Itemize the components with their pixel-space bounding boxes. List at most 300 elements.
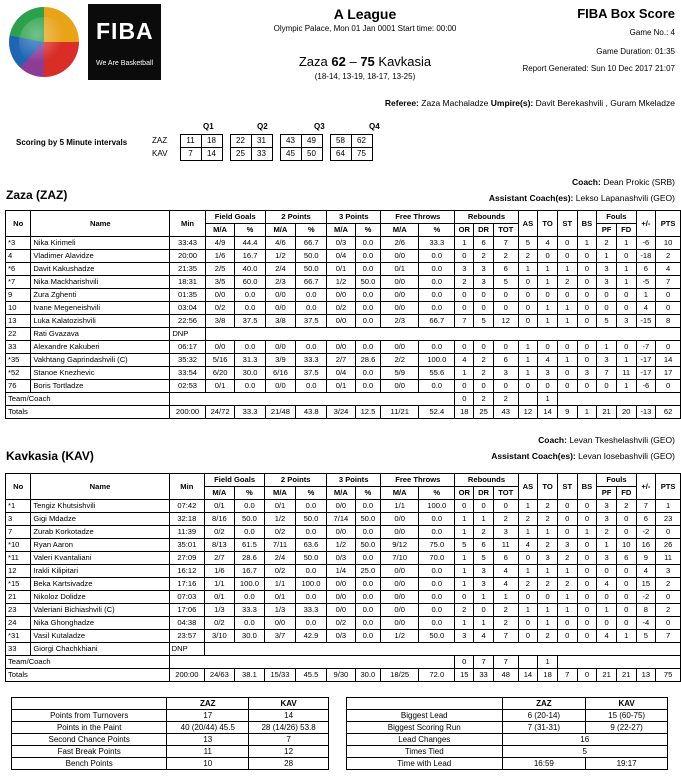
stat-cell: 11 xyxy=(493,539,518,552)
stat-cell: 0 xyxy=(577,513,597,526)
player-number: *6 xyxy=(6,263,31,276)
summary-value: 28 (14/26) 53.8 xyxy=(249,722,329,734)
q3-label: Q3 xyxy=(314,122,325,131)
stat-cell: 0 xyxy=(518,315,538,328)
summary-header xyxy=(12,698,167,710)
player-dnp: DNP xyxy=(169,643,204,656)
stat-cell: 66.7 xyxy=(419,315,455,328)
stat-cell: 0/1 xyxy=(205,500,235,513)
stat-cell: 100.0 xyxy=(419,500,455,513)
stat-cell: 28.6 xyxy=(234,552,265,565)
col-header-bs: BS xyxy=(577,211,597,237)
stat-cell: 0 xyxy=(577,250,597,263)
totals-cell: 62 xyxy=(656,406,681,419)
stat-cell: 0 xyxy=(493,302,518,315)
stat-cell: 0.0 xyxy=(295,617,326,630)
stat-cell: 60.0 xyxy=(235,276,265,289)
fiba-logo xyxy=(6,4,161,80)
stat-cell: 0/0 xyxy=(205,289,235,302)
stat-cell: 0 xyxy=(577,276,597,289)
stat-cell: 55.6 xyxy=(419,367,455,380)
player-name: Valeriani Bichiashvili (C) xyxy=(31,604,169,617)
stat-cell: 6 xyxy=(493,263,518,276)
stat-cell: 3 xyxy=(455,263,474,276)
interval-row-kav xyxy=(150,148,372,161)
stat-cell: 0 xyxy=(616,302,636,315)
player-row xyxy=(6,643,681,656)
team1-name: Zaza (ZAZ) xyxy=(6,188,68,202)
stat-cell: 0 xyxy=(557,367,577,380)
stat-cell: 0 xyxy=(656,617,681,630)
stat-cell: 2 xyxy=(597,237,617,250)
stat-cell: 0.0 xyxy=(419,302,455,315)
stat-cell: 0/0 xyxy=(205,341,235,354)
home-team-name: Zaza xyxy=(298,54,328,69)
col-header-made-attempted: M/A xyxy=(205,487,235,500)
stat-cell: 1 xyxy=(557,354,577,367)
stat-cell: 0/2 xyxy=(327,617,355,630)
player-name: Luka Kalatozishvili xyxy=(31,315,170,328)
col-header-rebounds: Rebounds xyxy=(455,211,518,224)
officials xyxy=(385,98,675,108)
report-generated: Report Generated: Sun 10 Dec 2017 21:07 xyxy=(522,64,675,73)
stat-cell: 50.0 xyxy=(295,552,326,565)
player-number: *1 xyxy=(6,500,31,513)
stat-cell: 0.0 xyxy=(234,591,265,604)
col-header-min: Min xyxy=(170,211,205,237)
stat-cell: 0 xyxy=(577,289,597,302)
stat-cell: 2 xyxy=(656,250,681,263)
stat-cell: 06:17 xyxy=(170,341,205,354)
col-header-free-throws: Free Throws xyxy=(381,211,455,224)
totals-label: Totals xyxy=(6,669,170,682)
player-name: Ryan Aaron xyxy=(31,539,169,552)
player-row xyxy=(6,526,681,539)
stat-cell: 4 xyxy=(636,302,656,315)
player-number: 76 xyxy=(6,380,31,393)
stat-cell: 14 xyxy=(656,354,681,367)
stat-cell: 7 xyxy=(455,315,474,328)
totals-cell: 43.8 xyxy=(296,406,327,419)
stat-cell: 3 xyxy=(474,263,494,276)
interval-cell: 50 xyxy=(301,148,322,161)
col-header-percent: % xyxy=(295,487,326,500)
stat-cell: 4 xyxy=(597,578,617,591)
player-name: Gigi Mdadze xyxy=(31,513,169,526)
stat-cell: 16 xyxy=(636,539,656,552)
score-separator: – xyxy=(349,54,357,69)
basketball-logo-icon xyxy=(9,7,79,77)
totals-label: Totals xyxy=(6,406,170,419)
stat-cell: 0/1 xyxy=(205,380,235,393)
summary-value: 6 (20-14) xyxy=(502,710,586,722)
stat-cell: 0.0 xyxy=(235,302,265,315)
final-score xyxy=(230,54,500,69)
stat-cell: 3/8 xyxy=(205,315,235,328)
stat-cell: 1 xyxy=(474,513,494,526)
stat-cell: 1/2 xyxy=(265,250,296,263)
stat-cell: 2 xyxy=(557,276,577,289)
game-number: Game No.: 4 xyxy=(629,28,675,37)
stat-cell: 3 xyxy=(493,367,518,380)
interval-team: KAV xyxy=(152,149,168,158)
player-number: 10 xyxy=(6,302,31,315)
totals-cell: 3/24 xyxy=(327,406,355,419)
stat-cell: 0.0 xyxy=(296,341,327,354)
stat-cell: 1 xyxy=(616,630,636,643)
stat-cell: 0.0 xyxy=(419,263,455,276)
stat-cell: 28.6 xyxy=(355,354,381,367)
stat-cell: 11:39 xyxy=(169,526,204,539)
stat-cell: 0.0 xyxy=(295,565,326,578)
interval-cell: 31 xyxy=(251,135,272,148)
col-header-tot: TOT xyxy=(493,224,518,237)
player-number: 4 xyxy=(6,250,31,263)
stat-cell: 1 xyxy=(616,354,636,367)
stat-cell: 0 xyxy=(577,565,597,578)
summary-header: ZAZ xyxy=(502,698,586,710)
stat-cell: 6 xyxy=(474,539,494,552)
col-header-fd: FD xyxy=(616,224,636,237)
player-name: Giorgi Chachkhiani xyxy=(31,643,169,656)
stat-cell: 23:57 xyxy=(169,630,204,643)
stat-cell: 0/3 xyxy=(327,237,355,250)
stat-cell: 3/7 xyxy=(265,630,296,643)
player-row xyxy=(6,565,681,578)
col-header-rebounds: Rebounds xyxy=(455,474,518,487)
empty-cell xyxy=(170,393,455,406)
stat-cell: 0 xyxy=(557,341,577,354)
summary-value: 16:59 xyxy=(502,758,586,770)
stat-cell: 3 xyxy=(597,552,617,565)
fiba-logo-tagline: We Are Basketball xyxy=(96,60,154,67)
col-header-st: ST xyxy=(557,211,577,237)
stat-cell: 0/4 xyxy=(327,250,355,263)
stat-cell: 0.0 xyxy=(355,315,381,328)
stat-cell: 16:12 xyxy=(169,565,204,578)
stat-cell: 6/20 xyxy=(205,367,235,380)
col-header-percent: % xyxy=(419,487,455,500)
stat-cell: 1 xyxy=(616,380,636,393)
stat-cell: 3 xyxy=(616,315,636,328)
totals-cell: 21 xyxy=(597,669,617,682)
stat-cell: 1/3 xyxy=(265,604,296,617)
stat-cell: 4 xyxy=(597,630,617,643)
stat-cell: 02:53 xyxy=(170,380,205,393)
player-name: Vasil Kutaladze xyxy=(31,630,169,643)
summary-row xyxy=(347,710,668,722)
stat-cell: 0 xyxy=(493,341,518,354)
stat-cell: 0 xyxy=(455,302,474,315)
stat-cell: 01:35 xyxy=(170,289,205,302)
stat-cell: 2/4 xyxy=(265,263,296,276)
stat-cell: 100.0 xyxy=(295,578,326,591)
col-header-or: OR xyxy=(455,487,474,500)
stat-cell: 3 xyxy=(474,276,494,289)
summary-row xyxy=(12,722,329,734)
stat-cell: 1/1 xyxy=(381,500,419,513)
stat-cell: 0/0 xyxy=(327,341,355,354)
stat-cell: 1 xyxy=(455,578,474,591)
stat-cell: 0 xyxy=(616,591,636,604)
summary-value: 7 (31-31) xyxy=(502,722,586,734)
stat-cell: 1 xyxy=(538,263,558,276)
stat-cell: 1 xyxy=(538,302,558,315)
stat-cell: 4 xyxy=(493,565,518,578)
stat-cell: 1 xyxy=(455,565,474,578)
totals-cell: 24/63 xyxy=(205,669,235,682)
player-number: 12 xyxy=(6,565,31,578)
stat-cell: 0 xyxy=(518,552,538,565)
player-row xyxy=(6,250,681,263)
stat-cell: 2 xyxy=(518,250,538,263)
stat-cell: 1 xyxy=(616,263,636,276)
stat-cell: 0 xyxy=(493,380,518,393)
stat-cell: 3/8 xyxy=(265,315,296,328)
stat-cell: 0.0 xyxy=(355,367,381,380)
stat-cell: -2 xyxy=(636,526,656,539)
col-header-tot: TOT xyxy=(493,487,518,500)
summary-row xyxy=(347,758,668,770)
col-header-2-points: 2 Points xyxy=(265,211,327,224)
league-title: A League xyxy=(333,6,397,22)
stat-cell: 0.0 xyxy=(355,237,381,250)
stat-cell: 0/3 xyxy=(327,552,355,565)
stat-cell: 2 xyxy=(474,367,494,380)
stat-cell: -6 xyxy=(636,237,656,250)
stat-cell: 50.0 xyxy=(296,250,327,263)
player-number: 21 xyxy=(6,591,31,604)
stat-cell: 7 xyxy=(656,276,681,289)
stat-cell: 5 xyxy=(597,315,617,328)
stat-cell: 33:54 xyxy=(170,367,205,380)
interval-cell: 11 xyxy=(180,135,201,148)
team-coach-row xyxy=(6,656,681,669)
totals-row xyxy=(6,669,681,682)
player-name: Rati Gvazava xyxy=(31,328,170,341)
stat-cell: 0/0 xyxy=(265,617,296,630)
stat-cell: 1/2 xyxy=(265,513,296,526)
stat-cell: 1 xyxy=(577,526,597,539)
stat-cell: -17 xyxy=(636,354,656,367)
stat-cell: 0/0 xyxy=(381,341,419,354)
summary-value: 15 (60-75) xyxy=(586,710,668,722)
summary-label: Biggest Scoring Run xyxy=(347,722,503,734)
stat-cell: 1 xyxy=(538,526,558,539)
stat-cell: 32:18 xyxy=(169,513,204,526)
col-header-dr: DR xyxy=(474,487,494,500)
umpires-names: Davit Berekashvili , Guram Mkeladze xyxy=(535,98,675,108)
stat-cell: 7/10 xyxy=(381,552,419,565)
stat-cell: 15 xyxy=(636,578,656,591)
stat-cell: 0 xyxy=(557,500,577,513)
venue-line: Olympic Palace, Mon 01 Jan 0001 Start time: 00:00 xyxy=(273,24,457,33)
stat-cell: 0 xyxy=(557,380,577,393)
stat-cell: 3 xyxy=(597,500,617,513)
stat-cell: 100.0 xyxy=(234,578,265,591)
interval-cell: 22 xyxy=(230,135,251,148)
stat-cell: 7 xyxy=(656,630,681,643)
stat-cell: 17 xyxy=(656,367,681,380)
stat-cell: 0 xyxy=(597,289,617,302)
stat-cell: 5 xyxy=(493,276,518,289)
stat-cell: 0 xyxy=(455,250,474,263)
stat-cell: 0/0 xyxy=(381,526,419,539)
stat-cell: 0 xyxy=(518,289,538,302)
col-header-free-throws: Free Throws xyxy=(381,474,455,487)
totals-cell: 9/30 xyxy=(327,669,355,682)
stat-cell: 4 xyxy=(455,354,474,367)
player-number: *15 xyxy=(6,578,31,591)
totals-cell: 9 xyxy=(557,406,577,419)
stat-cell: 0 xyxy=(557,526,577,539)
stat-cell: 17:16 xyxy=(169,578,204,591)
stat-cell: 1 xyxy=(597,539,617,552)
totals-cell: 38.1 xyxy=(234,669,265,682)
stat-cell: 1 xyxy=(518,604,538,617)
stat-cell: 0 xyxy=(557,617,577,630)
stat-cell: 04:38 xyxy=(169,617,204,630)
stat-cell: 33.3 xyxy=(419,237,455,250)
totals-cell: 21/48 xyxy=(265,406,296,419)
stat-cell: 0/2 xyxy=(265,526,296,539)
stat-cell: 1/6 xyxy=(205,565,235,578)
stat-cell: 0/2 xyxy=(265,565,296,578)
stat-cell: 1 xyxy=(557,591,577,604)
stat-cell: 2/3 xyxy=(381,315,419,328)
stat-cell: 6 xyxy=(474,237,494,250)
stat-cell: 5/16 xyxy=(205,354,235,367)
stat-cell: 0.0 xyxy=(355,630,381,643)
home-score: 62 xyxy=(331,54,346,69)
stat-cell: 2 xyxy=(656,604,681,617)
stat-cell: 0.0 xyxy=(355,591,381,604)
interval-cell: 18 xyxy=(201,135,222,148)
game-duration: Game Duration: 01:35 xyxy=(596,47,675,56)
stat-cell: 0/1 xyxy=(265,500,296,513)
totals-cell: 18/25 xyxy=(381,669,419,682)
player-row xyxy=(6,289,681,302)
stat-cell: 0.0 xyxy=(296,289,327,302)
stat-cell: 7 xyxy=(493,630,518,643)
totals-cell: 24/72 xyxy=(205,406,235,419)
table-header-row xyxy=(6,211,681,224)
stat-cell: 0.0 xyxy=(296,380,327,393)
stat-cell: 1 xyxy=(557,263,577,276)
interval-cell: 58 xyxy=(330,135,351,148)
summary-value: 28 xyxy=(249,758,329,770)
team-to: 1 xyxy=(538,393,558,406)
col-header-percent: % xyxy=(296,224,327,237)
stat-cell: 0 xyxy=(518,380,538,393)
col-header-no: No xyxy=(6,474,31,500)
stat-cell: 5 xyxy=(455,539,474,552)
stat-cell: 1 xyxy=(577,237,597,250)
stat-cell: 2 xyxy=(474,354,494,367)
stat-cell: 23 xyxy=(656,513,681,526)
stat-cell: 0 xyxy=(577,630,597,643)
stat-cell: 0 xyxy=(656,380,681,393)
stat-cell: 0 xyxy=(577,380,597,393)
stat-cell: 35:01 xyxy=(169,539,204,552)
stat-cell: 0 xyxy=(474,341,494,354)
player-name: Davit Kakushadze xyxy=(31,263,170,276)
stat-cell: 07:42 xyxy=(169,500,204,513)
stat-cell: 0 xyxy=(577,263,597,276)
summary-label: Bench Points xyxy=(12,758,167,770)
stat-cell: 0/1 xyxy=(327,263,355,276)
totals-cell: 14 xyxy=(538,406,558,419)
summary-header: ZAZ xyxy=(167,698,249,710)
team-dr: 2 xyxy=(474,393,494,406)
player-row xyxy=(6,315,681,328)
col-header-no: No xyxy=(6,211,31,237)
player-row xyxy=(6,630,681,643)
col-header-pts: PTS xyxy=(656,474,681,500)
player-row xyxy=(6,237,681,250)
stat-cell: 2 xyxy=(474,526,494,539)
player-number: *31 xyxy=(6,630,31,643)
summary-value: 11 xyxy=(167,746,249,758)
col-header-made-attempted: M/A xyxy=(327,487,355,500)
stat-cell: 1 xyxy=(518,565,538,578)
player-number: *35 xyxy=(6,354,31,367)
stat-cell: 6 xyxy=(636,513,656,526)
stat-cell: 2/6 xyxy=(381,237,419,250)
stat-cell: 2 xyxy=(493,604,518,617)
stat-cell: 0/1 xyxy=(265,591,296,604)
summary-header xyxy=(347,698,503,710)
player-number: 23 xyxy=(6,604,31,617)
stat-cell: 0/2 xyxy=(205,526,235,539)
stat-cell: 0.0 xyxy=(419,250,455,263)
stat-cell: 0 xyxy=(577,500,597,513)
stat-cell: 26 xyxy=(656,539,681,552)
player-row xyxy=(6,276,681,289)
stat-cell: 2/2 xyxy=(381,354,419,367)
stat-cell: 100.0 xyxy=(419,354,455,367)
stat-cell: 1 xyxy=(538,315,558,328)
stat-cell: 0.0 xyxy=(355,302,381,315)
stat-cell: 6/16 xyxy=(265,367,296,380)
col-header-dr: DR xyxy=(474,224,494,237)
player-name: Boris Tortladze xyxy=(31,380,170,393)
stat-cell: 0/0 xyxy=(327,604,355,617)
interval-cell: 49 xyxy=(301,135,322,148)
stat-cell: 0.0 xyxy=(355,604,381,617)
stat-cell: 1 xyxy=(518,341,538,354)
stat-cell: 9 xyxy=(636,552,656,565)
stat-cell: 1 xyxy=(518,354,538,367)
stat-cell: 0/0 xyxy=(265,380,296,393)
interval-cell: 14 xyxy=(201,148,222,161)
stat-cell: 0 xyxy=(616,578,636,591)
summary-header: KAV xyxy=(249,698,329,710)
team-tot: 2 xyxy=(493,393,518,406)
stat-cell: 17:06 xyxy=(169,604,204,617)
stat-cell: 3 xyxy=(597,513,617,526)
player-name: Valeri Kvantaliani xyxy=(31,552,169,565)
col-header-2-points: 2 Points xyxy=(265,474,327,487)
stat-cell: 0 xyxy=(557,630,577,643)
stat-cell: 0.0 xyxy=(235,380,265,393)
team2-name: Kavkasia (KAV) xyxy=(6,449,94,463)
stat-cell: 0.0 xyxy=(355,552,381,565)
empty-cell xyxy=(205,643,681,656)
stat-cell: 0 xyxy=(518,617,538,630)
col-header-bs: BS xyxy=(577,474,597,500)
stat-cell: 0.0 xyxy=(419,591,455,604)
